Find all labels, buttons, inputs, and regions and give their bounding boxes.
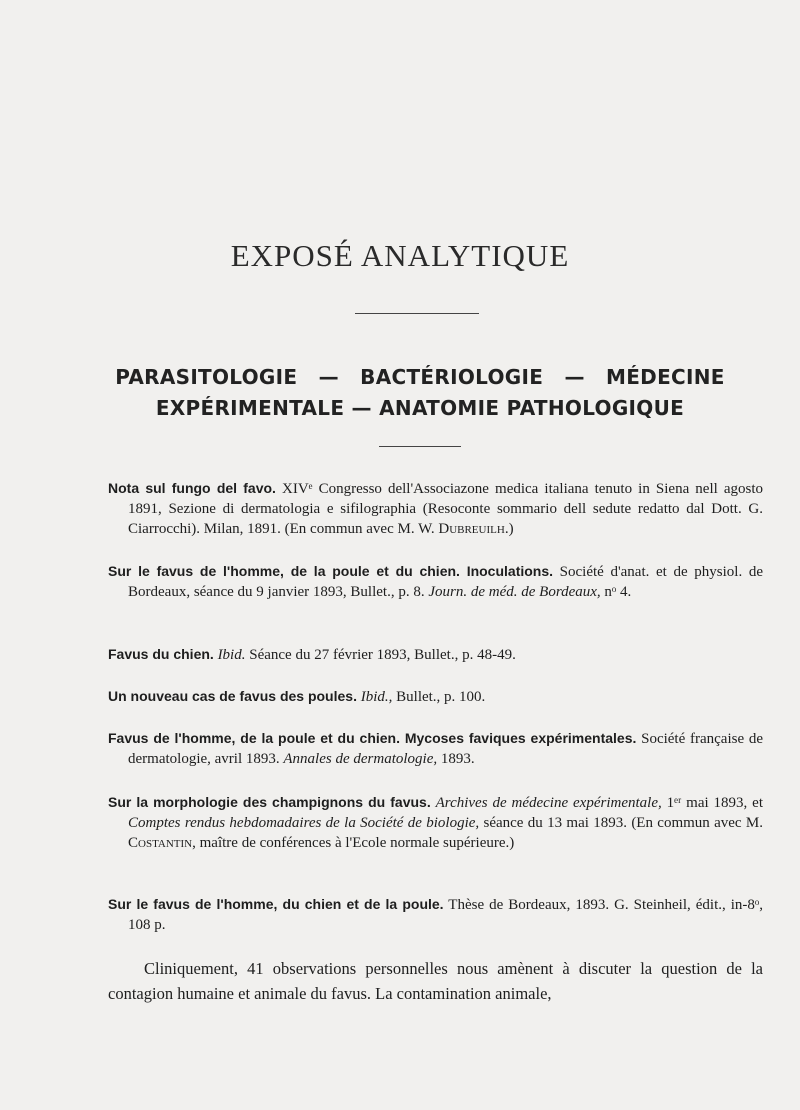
entry-author: Costantin: [128, 835, 193, 851]
page-title: EXPOSÉ ANALYTIQUE: [230, 238, 570, 273]
entry-text: Séance du 27 février 1893, Bullet., p. 48-49.: [245, 647, 516, 663]
section-heading: [0, 362, 800, 424]
entry-text: Thèse de Bordeaux, 1893. G. Steinheil, édit., in-8ᵒ, 108 p.: [128, 897, 763, 933]
section-heading-line-2: EXPÉRIMENTALE — ANATOMIE PATHOLOGIQUE: [155, 396, 685, 420]
body-paragraph: Cliniquement, 41 observations personnelles nous amènent à discuter la question de la contagion humaine et animale du favus. La contamination animale,: [108, 959, 763, 1003]
entry-journal: Comptes rendus hebdomadaires de la Société de biologie,: [128, 815, 480, 831]
entry-title: Sur le favus de l'homme, de la poule et du chien. Inoculations.: [108, 563, 554, 579]
entry-end: .): [504, 521, 514, 537]
entry-text: Société d'anat. et de physiol. de Bordeaux, séance du 9 janvier 1893, Bullet., p. 8.: [128, 564, 763, 600]
title-divider: [355, 313, 479, 314]
entry-journal: Archives de médecine expérimentale,: [435, 795, 662, 811]
bibliography-entry: [108, 686, 763, 707]
entry-title: Favus du chien.: [108, 646, 214, 662]
entry-title: Sur le favus de l'homme, du chien et de la poule.: [108, 896, 444, 912]
entry-text: 1ᵉʳ mai 1893, et: [661, 795, 764, 811]
bibliography-entry: [108, 478, 763, 539]
bibliography-entry: [108, 561, 763, 602]
entry-end: , maître de conférences à l'Ecole normale supérieure.): [192, 835, 515, 851]
entry-text: Bullet., p. 100.: [392, 689, 486, 705]
entry-title: Favus de l'homme, de la poule et du chien. Mycoses faviques expérimentales.: [108, 730, 637, 746]
bibliography-entry: [108, 894, 763, 935]
entry-title: Sur la morphologie des champignons du favus.: [108, 794, 431, 810]
entry-author: Dubreuilh: [438, 521, 505, 537]
entry-text: Société française de dermatologie, avril 1893.: [128, 731, 763, 767]
entry-end: nᵒ 4.: [600, 584, 632, 600]
section-heading-line-1: PARASITOLOGIE — BACTÉRIOLOGIE — MÉDECINE: [115, 365, 725, 389]
entry-ibid: Ibid.,: [360, 689, 393, 705]
entry-title: Un nouveau cas de favus des poules.: [108, 688, 357, 704]
bibliography-entry: [108, 792, 763, 853]
entry-journal: Journ. de méd. de Bordeaux,: [428, 584, 601, 600]
bibliography-entry: [108, 728, 763, 769]
entry-title: Nota sul fungo del favo.: [108, 480, 276, 496]
entry-end: 1893.: [437, 751, 475, 767]
section-divider: [379, 446, 461, 447]
entry-text: XIVᵉ Congresso dell'Associazone medica italiana tenuto in Siena nell agosto 1891, Sezione di dermatologia e sifilographia (Resoconte sommario dell sedute redatto dal Dott. G. Ciarrocchi). Milan, 1891. (En commun avec M. W.: [128, 481, 764, 537]
bibliography-entry: [108, 644, 763, 665]
entry-ibid: Ibid.: [217, 647, 246, 663]
entry-journal: Annales de dermatologie,: [283, 751, 438, 767]
entry-text: séance du 13 mai 1893. (En commun avec M.: [479, 815, 763, 831]
